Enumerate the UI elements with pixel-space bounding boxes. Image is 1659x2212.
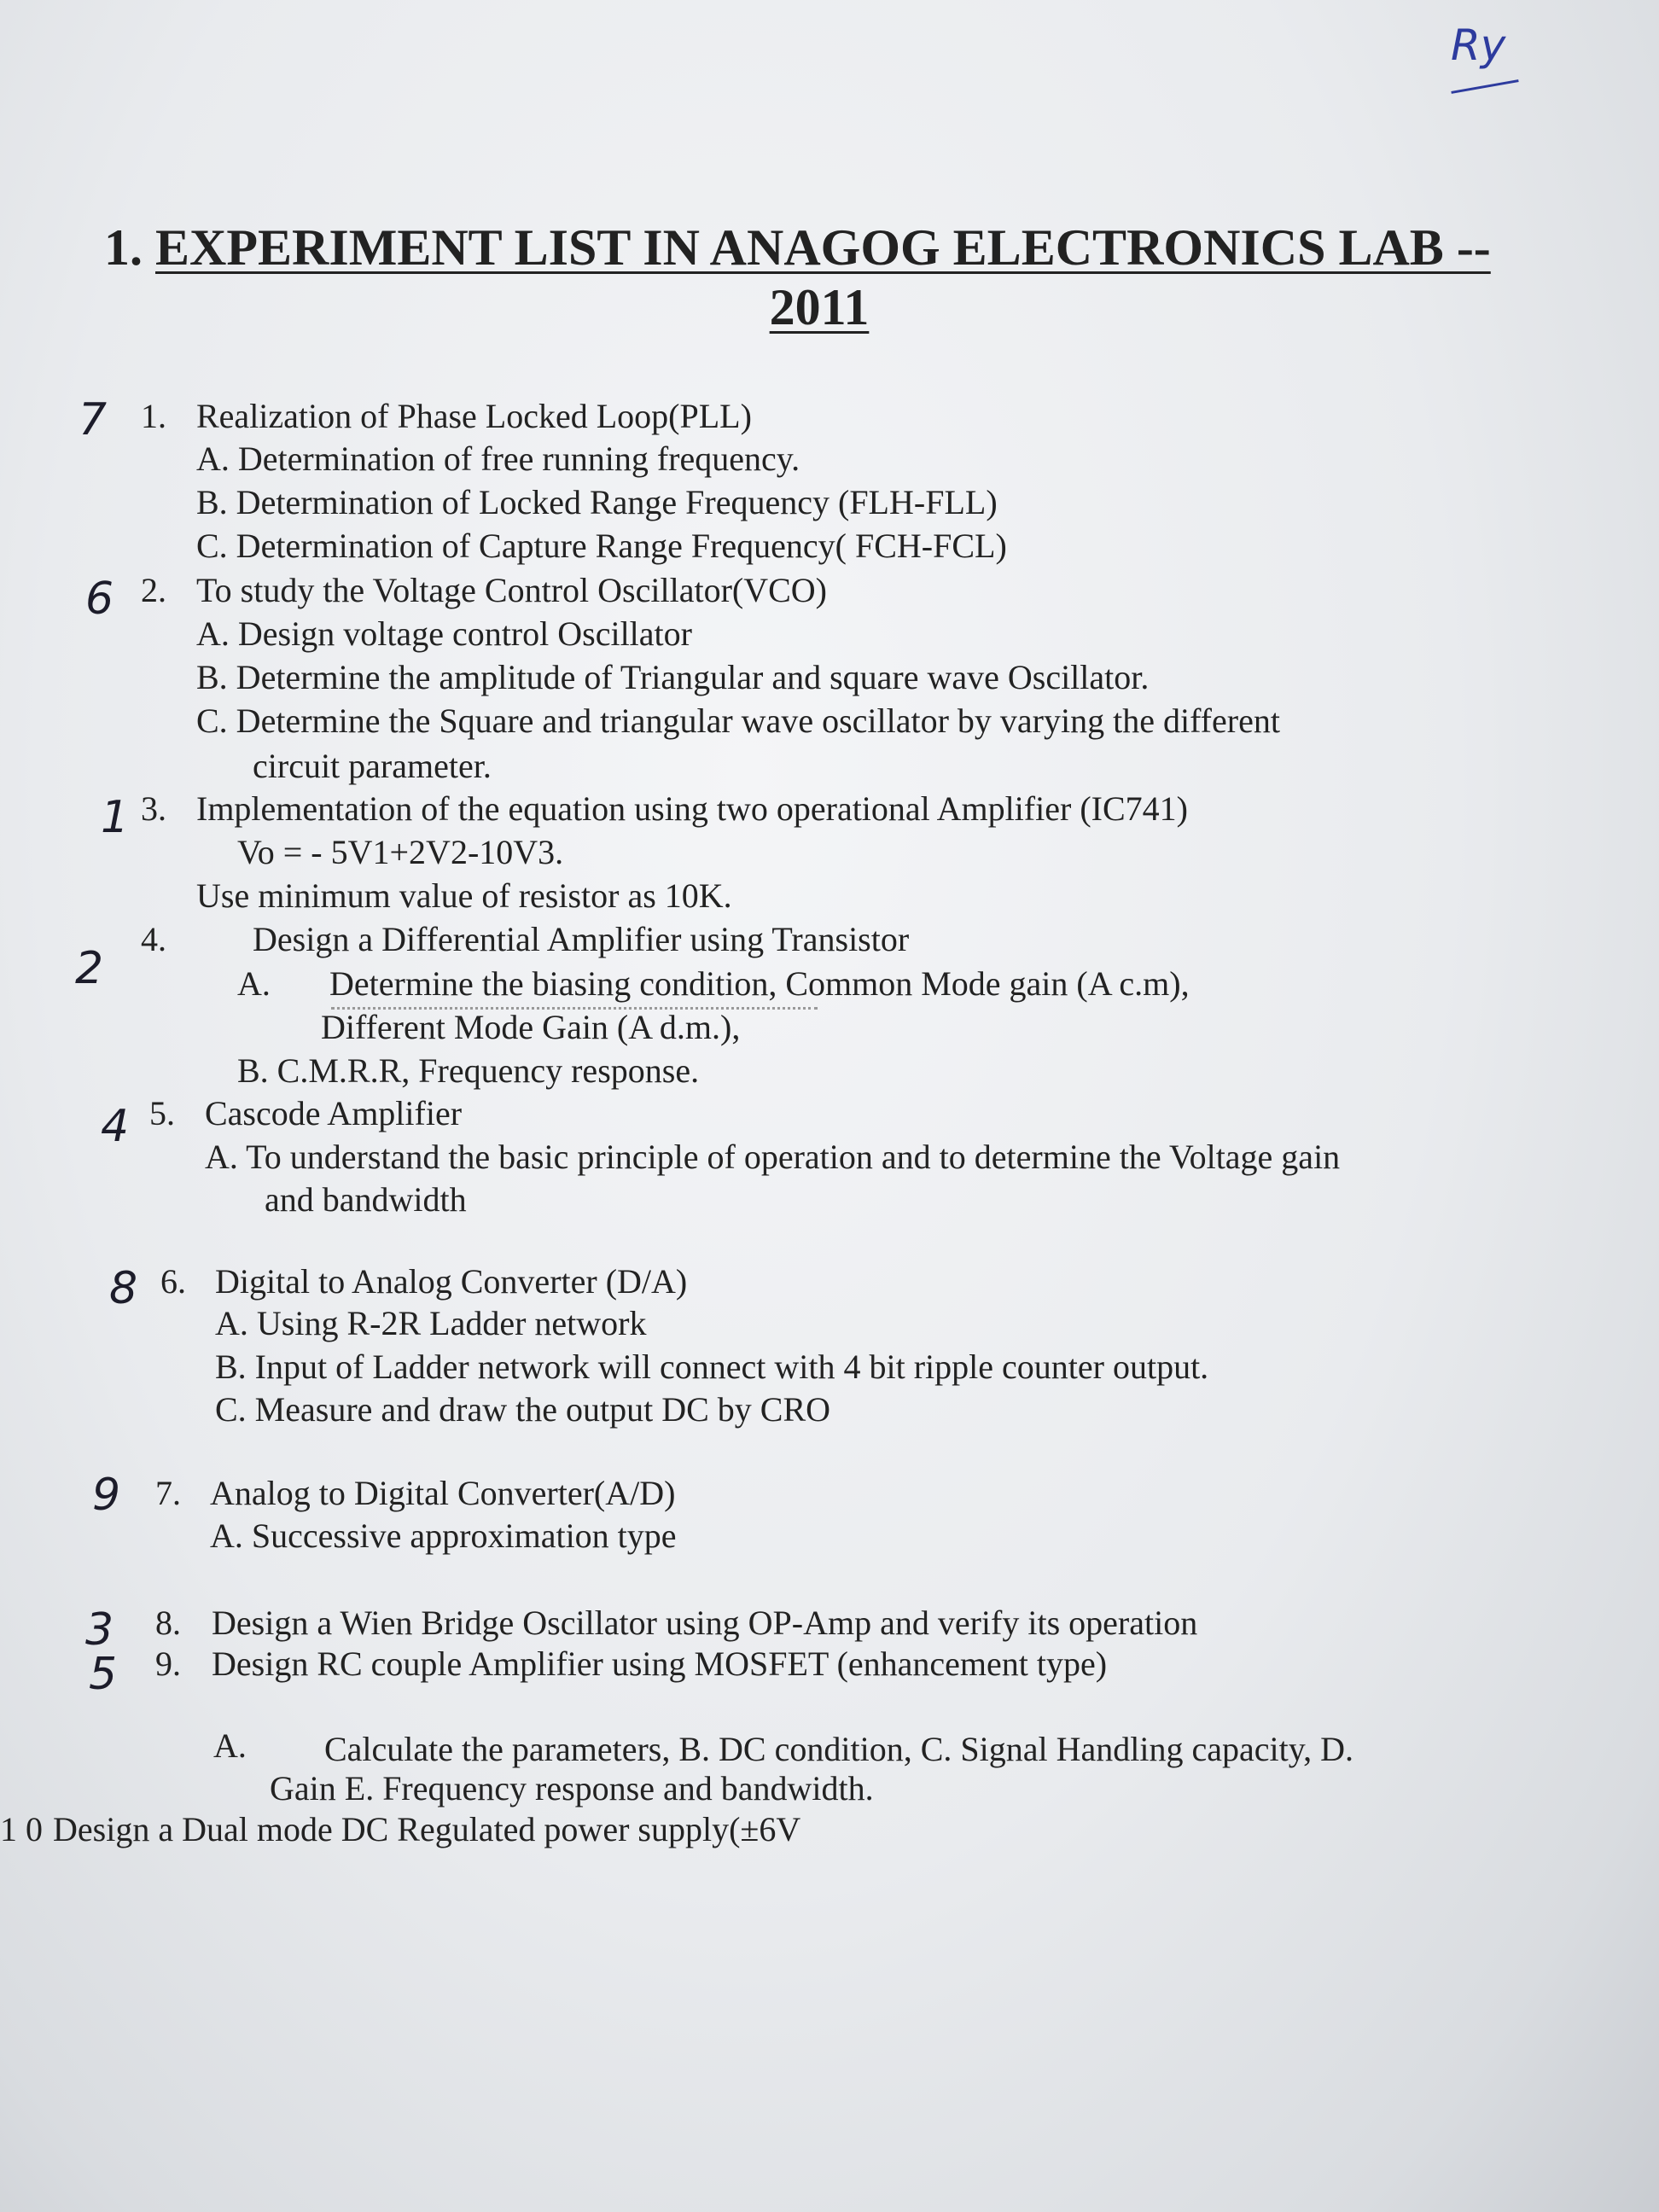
experiment-title: Analog to Digital Converter(A/D): [210, 1474, 676, 1512]
experiment-subitem: A. Determination of free running frequency.: [196, 439, 800, 478]
experiment-number: 1 0: [0, 1810, 43, 1848]
experiment-subitem: C. Measure and draw the output DC by CRO: [215, 1390, 831, 1429]
experiment-subitem: A. Design voltage control Oscillator: [196, 614, 692, 653]
experiment-title: Design a Dual mode DC Regulated power supply(±6V: [53, 1810, 801, 1848]
experiment-subitem: B. Input of Ladder network will connect with 4 bit ripple counter output.: [215, 1348, 1209, 1386]
experiment-subitem: circuit parameter.: [253, 747, 492, 785]
handwritten-mark: 7: [79, 394, 108, 445]
experiment-subitem: A. Successive approximation type: [210, 1516, 677, 1555]
experiment-subitem: B. C.M.R.R, Frequency response.: [237, 1051, 700, 1090]
title-text: EXPERIMENT LIST IN ANAGOG ELECTRONICS LAB --: [155, 219, 1491, 276]
handwritten-mark: 2: [75, 943, 104, 994]
experiment-subitem: and bandwidth: [265, 1180, 467, 1219]
experiment-number: 9.: [155, 1644, 181, 1683]
page-title-line-2: 2011: [769, 279, 870, 335]
experiment-title: Cascode Amplifier: [205, 1094, 463, 1132]
experiment-subitem: B. Determination of Locked Range Frequency (FLH-FLL): [196, 483, 998, 521]
experiment-subitem: A. Using R-2R Ladder network: [215, 1304, 647, 1342]
experiment-number: 8.: [155, 1604, 181, 1642]
experiment-number: 7.: [155, 1474, 181, 1512]
experiment-title: Design a Wien Bridge Oscillator using OP-Amp and verify its operation: [212, 1604, 1198, 1642]
handwritten-mark: 4: [101, 1101, 130, 1152]
experiment-number: 3.: [141, 789, 166, 828]
handwritten-mark: 3: [85, 1604, 114, 1656]
experiment-subitem: C. Determination of Capture Range Frequency( FCH-FCL): [196, 527, 1007, 565]
page-title-line-1: [104, 218, 1491, 277]
experiment-title: To study the Voltage Control Oscillator(VCO): [196, 571, 827, 609]
experiment-subitem: Calculate the parameters, B. DC condition, C. Signal Handling capacity, D.: [324, 1730, 1353, 1768]
experiment-subitem: Determine the biasing condition, Common Mode gain (A c.m),: [329, 964, 1190, 1003]
handwritten-mark: 5: [89, 1649, 118, 1700]
experiment-subitem: Vo = - 5V1+2V2-10V3.: [237, 833, 564, 871]
experiment-title: Design RC couple Amplifier using MOSFET (enhancement type): [212, 1644, 1108, 1683]
experiment-number: 5.: [149, 1094, 175, 1132]
experiment-title: Digital to Analog Converter (D/A): [215, 1262, 688, 1301]
initials-underline: [1451, 79, 1518, 94]
experiment-subitem: Different Mode Gain (A d.m.),: [321, 1008, 741, 1046]
handwritten-mark: 8: [109, 1263, 138, 1314]
experiment-subitem: Use minimum value of resistor as 10K.: [196, 876, 732, 915]
experiment-subitem: A.: [237, 964, 271, 1003]
handwritten-mark: 9: [92, 1470, 121, 1521]
experiment-title: Implementation of the equation using two operational Amplifier (IC741): [196, 789, 1188, 828]
experiment-subitem: A. To understand the basic principle of operation and to determine the Voltage gain: [205, 1138, 1341, 1176]
experiment-number: 4.: [141, 920, 166, 958]
experiment-subitem: Gain E. Frequency response and bandwidth.: [270, 1769, 874, 1807]
title-number: 1.: [104, 219, 155, 276]
handwritten-mark: 1: [101, 792, 130, 843]
experiment-title: Realization of Phase Locked Loop(PLL): [196, 397, 752, 435]
experiment-number: 1.: [141, 397, 166, 435]
experiment-number: 2.: [141, 571, 166, 609]
experiment-subitem: B. Determine the amplitude of Triangular and square wave Oscillator.: [196, 658, 1150, 696]
experiment-title: Design a Differential Amplifier using Transistor: [253, 920, 910, 958]
experiment-number: 6.: [160, 1262, 186, 1301]
experiment-subitem: C. Determine the Square and triangular wave oscillator by varying the different: [196, 701, 1280, 740]
handwritten-initials: Ry: [1451, 20, 1506, 70]
experiment-subitem: A.: [213, 1726, 247, 1765]
handwritten-mark: 6: [85, 573, 114, 625]
